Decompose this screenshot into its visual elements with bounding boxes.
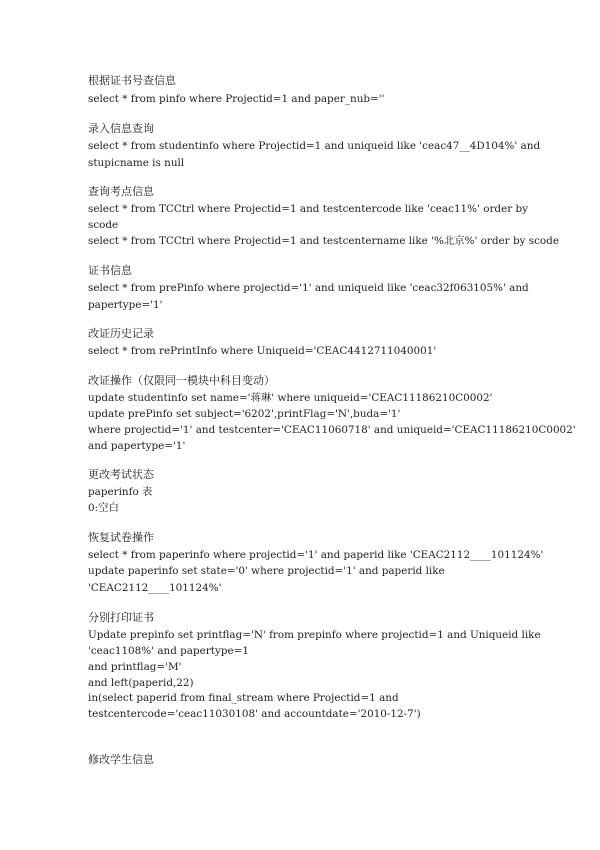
section-heading: 改证历史记录 [88, 327, 154, 340]
code-line: 'ceac1108%' and papertype=1 [88, 645, 249, 657]
section-heading: 改证操作（仅限同一模块中科目变动） [88, 374, 275, 387]
code-line: and papertype='1' [88, 440, 186, 452]
section-heading: 修改学生信息 [88, 753, 154, 766]
code-line: and left(paperid,22) [88, 677, 194, 689]
code-line: update studentinfo set name='蒋琳' where uniqueid='CEAC11186210C0002' [88, 392, 493, 404]
code-line: stupicname is null [88, 157, 185, 169]
code-line: 'CEAC2112____101124%' [88, 582, 222, 594]
section-heading: 恢复试卷操作 [88, 531, 154, 544]
code-line: select * from studentinfo where Projectid=1 and uniqueid like 'ceac47__4D104%' and [88, 140, 541, 152]
code-line: select * from paperinfo where projectid='1' and paperid like 'CEAC2112____101124%' [88, 549, 544, 561]
code-line: Update prepinfo set printflag='N' from prepinfo where projectid=1 and Uniqueid like [88, 629, 541, 641]
code-line: testcentercode='ceac11030108' and accountdate='2010-12-7') [88, 708, 421, 720]
code-line: select * from TCCtrl where Projectid=1 and testcentercode like 'ceac11%' order by [88, 203, 529, 215]
code-line: and printflag='M' [88, 661, 182, 673]
section-heading: 查询考点信息 [88, 185, 154, 198]
code-line: select * from rePrintInfo where Uniqueid='CEAC4412711040001' [88, 345, 437, 357]
section-heading: 根据证书号查信息 [88, 74, 176, 87]
code-line: update paperinfo set state='0' where projectid='1' and paperid like [88, 565, 445, 577]
code-line: scode [88, 219, 119, 231]
code-line: select * from pinfo where Projectid=1 and paper_nub='' [88, 93, 385, 105]
section-heading: 分别打印证书 [88, 611, 154, 624]
code-line: paperinfo 表 [88, 486, 153, 498]
code-line: select * from TCCtrl where Projectid=1 and testcentername like '%北京%' order by scode [88, 235, 559, 247]
code-line: update prePinfo set subject='6202',printFlag='N',buda='1' [88, 408, 401, 420]
section-heading: 更改考试状态 [88, 468, 154, 481]
code-line: where projectid='1' and testcenter='CEAC11060718' and uniqueid='CEAC11186210C0002' [88, 424, 576, 436]
section-heading: 录入信息查询 [88, 122, 154, 135]
code-line: papertype='1' [88, 299, 163, 311]
code-line: select * from prePinfo where projectid='1' and uniqueid like 'ceac32f063105%' and [88, 282, 529, 294]
section-heading: 证书信息 [88, 264, 132, 277]
code-line: 0:空白 [88, 502, 119, 514]
code-line: in(select paperid from final_stream where Projectid=1 and [88, 692, 399, 704]
